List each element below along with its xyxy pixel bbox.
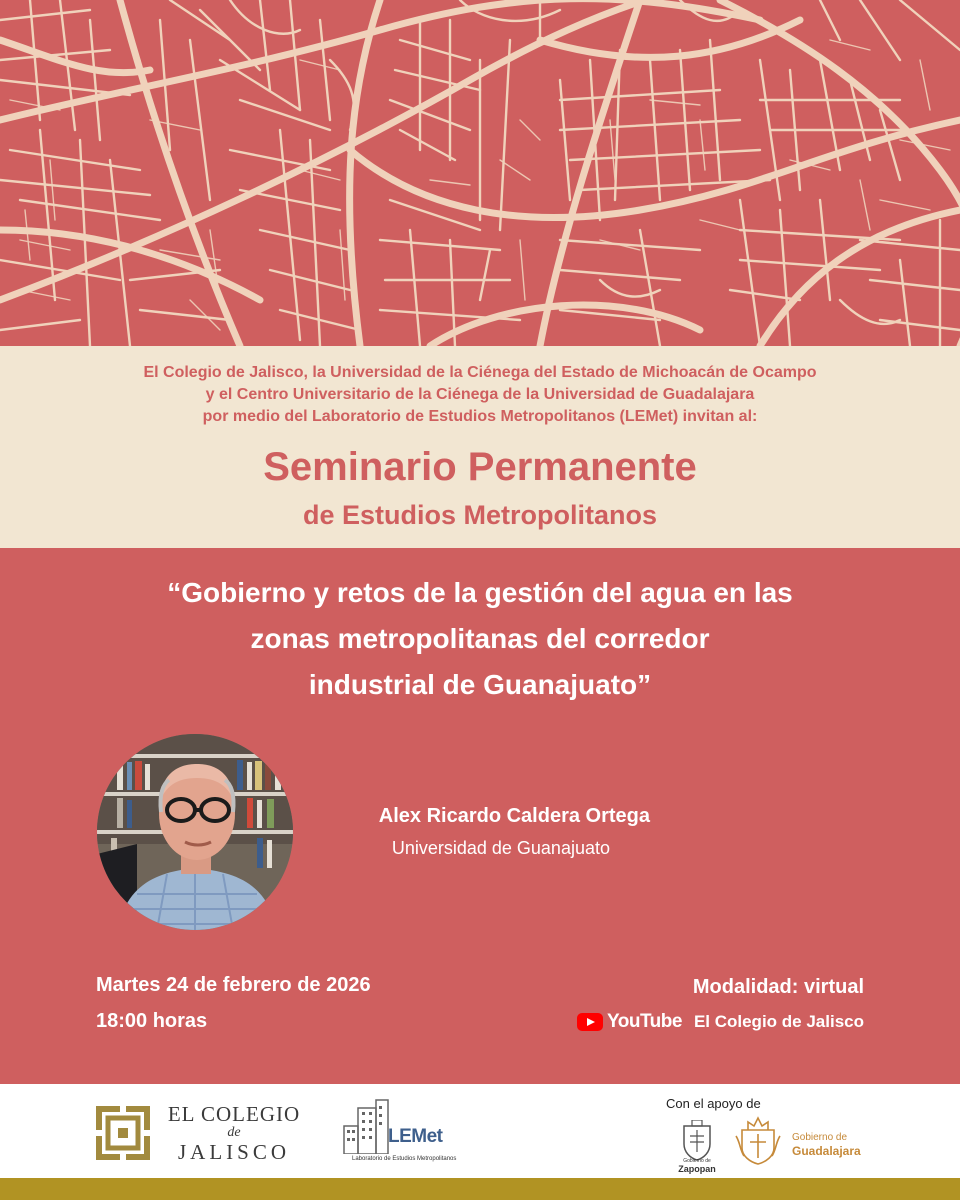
seminar-subtitle: de Estudios Metropolitanos [302, 500, 658, 530]
speaker-institution: Universidad de Guanajuato [391, 838, 610, 858]
sponsors-footer [0, 1084, 960, 1178]
support-label: Con el apoyo de [666, 1096, 761, 1111]
bottom-gold-bar [0, 1178, 960, 1200]
youtube-play-icon [577, 1013, 603, 1031]
talk-title-line: “Gobierno y retos de la gestión del agua en las [167, 577, 793, 608]
guadalajara-caption: Gobierno de [792, 1132, 848, 1143]
guadalajara-crest-icon [734, 1116, 782, 1166]
colegio-wordmark-line: JALISCO [177, 1140, 290, 1164]
colegio-de-jalisco-emblem [94, 1104, 152, 1162]
seminar-title: Seminario Permanente [263, 445, 697, 489]
event-modality: Modalidad: virtual [692, 976, 864, 998]
street-map-banner [0, 0, 960, 346]
organizers-text [0, 362, 960, 428]
street-map-graphic [0, 0, 960, 346]
organizers-line: y el Centro Universitario de la Ciénega de la Universidad de Guadalajara [205, 386, 755, 403]
colegio-wordmark-line: de [227, 1125, 241, 1140]
zapopan-name: Zapopan [678, 1164, 716, 1174]
speaker-name: Alex Ricardo Caldera Ortega [378, 805, 650, 827]
event-details-section [0, 548, 960, 1084]
colegio-wordmark-line: EL COLEGIO [167, 1102, 301, 1126]
organizers-line: por medio del Laboratorio de Estudios Metropolitanos (LEMet) invitan al: [202, 408, 758, 425]
talk-title-line: industrial de Guanajuato” [308, 669, 652, 700]
speaker-portrait-illustration [97, 734, 293, 930]
zapopan-shield-icon [680, 1120, 714, 1162]
zapopan-caption: Gobierno de [683, 1158, 711, 1164]
invitation-band [0, 346, 960, 548]
youtube-logo [577, 1011, 682, 1033]
lemet-subtitle: Laboratorio de Estudios Metropolitanos [352, 1156, 457, 1162]
youtube-channel-name: El Colegio de Jalisco [693, 1012, 864, 1031]
lemet-wordmark: LEMet [388, 1126, 443, 1147]
guadalajara-name: Guadalajara [792, 1144, 861, 1158]
colegio-de-jalisco-wordmark [156, 1102, 312, 1164]
speaker-photo [97, 734, 293, 930]
youtube-channel-link[interactable] [577, 1008, 864, 1036]
organizers-line: El Colegio de Jalisco, la Universidad de la Ciénega del Estado de Michoacán de Ocampo [143, 364, 817, 381]
talk-title-line: zonas metropolitanas del corredor [250, 623, 710, 654]
event-time: 18:00 horas [96, 1010, 208, 1032]
event-date: Martes 24 de febrero de 2026 [96, 974, 371, 996]
talk-title [60, 570, 900, 708]
youtube-wordmark: YouTube [606, 1011, 682, 1032]
